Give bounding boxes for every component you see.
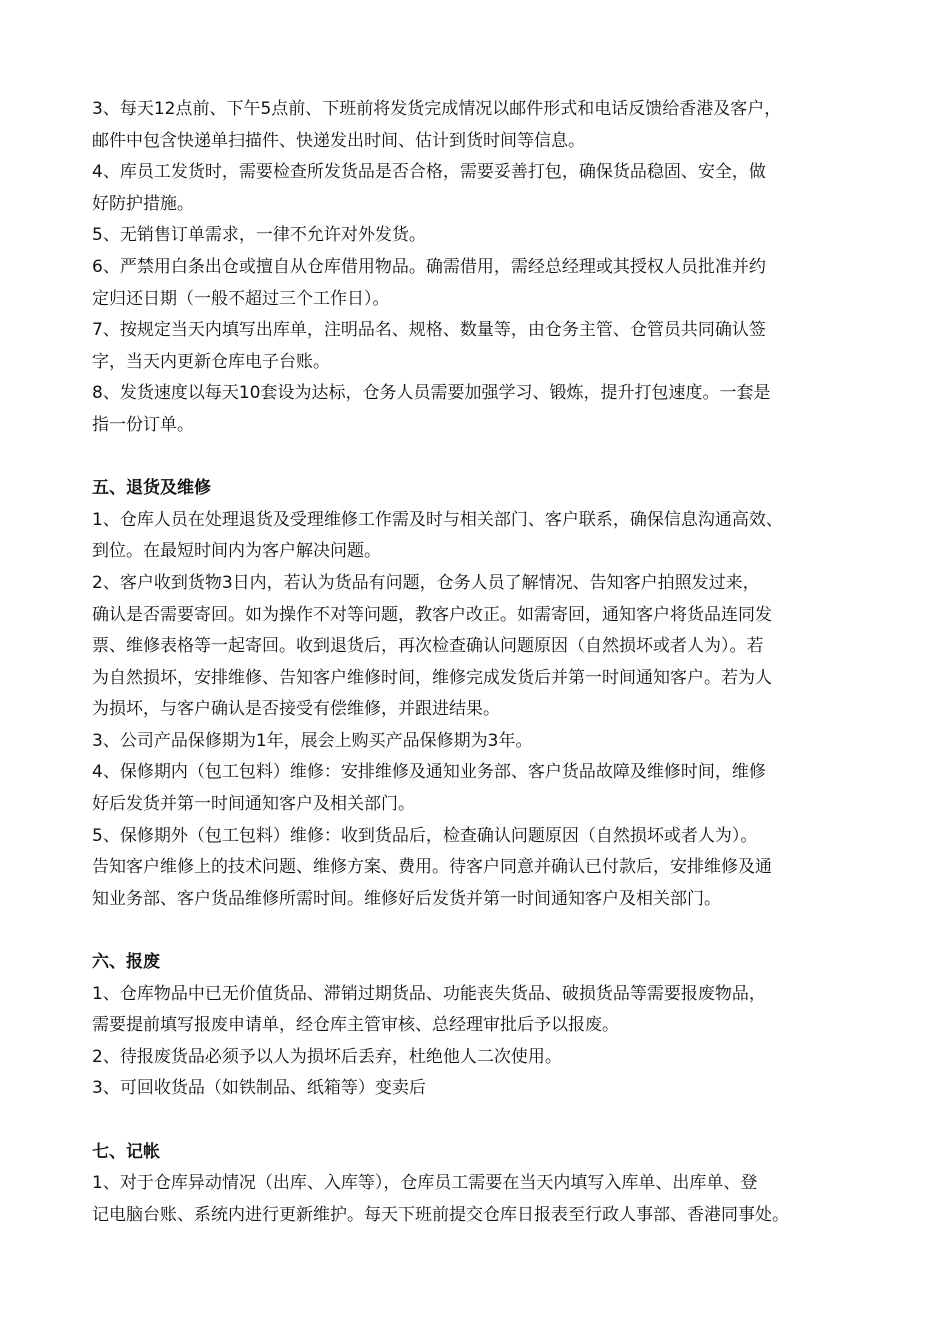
document-page: [92, 94, 872, 1231]
item-6-borrowing-rule: 6、严禁用白条出仓或擅自从仓库借用物品。确需借用，需经总经理或其授权人员批准并约 定归还日期（一般不超过三个工作日）。: [92, 256, 766, 309]
item-5-no-order-no-shipping: 5、无销售订单需求，一律不允许对外发货。: [92, 225, 426, 246]
section-heading-bookkeeping: 七、记帐: [92, 1141, 160, 1162]
spacer: [92, 442, 872, 474]
item-8-shipping-speed: 8、发货速度以每天10套设为达标，仓务人员需要加强学习、锻炼，提升打包速度。一套是 指一份订单。: [92, 383, 771, 435]
returns-item-5: 5、保修期外（包工包料）维修：收到货品后，检查确认问题原因（自然损坏或者人为）。 告知客户维修上的技术问题、维修方案、费用。待客户同意并确认已付款后，安排维修及通 知业务部、客户货品维修所需时间。维修好后发货并第一时间通知客户及相关部门。: [92, 825, 772, 909]
section-heading-scrap: 六、报废: [92, 952, 160, 973]
spacer: [92, 915, 872, 947]
scrap-item-1: 1、仓库物品中已无价值货品、滞销过期货品、功能丧失货品、破损货品等需要报废物品， 需要提前填写报废申请单，经仓库主管审核、总经理审批后予以报废。: [92, 983, 766, 1036]
scrap-item-2: 2、待报废货品必须予以人为损坏后丢弃，杜绝他人二次使用。: [92, 1046, 562, 1067]
returns-item-4: 4、保修期内（包工包料）维修：安排维修及通知业务部、客户货品故障及维修时间，维修 好后发货并第一时间通知客户及相关部门。: [92, 762, 766, 815]
section-heading-returns: 五、退货及维修: [92, 478, 211, 499]
item-3-daily-report: 3、每天12点前、下午5点前、下班前将发货完成情况以邮件形式和电话反馈给香港及客户， 邮件中包含快递单扫描件、快递发出时间、估计到货时间等信息。: [92, 99, 782, 151]
scrap-item-3: 3、可回收货品（如铁制品、纸箱等）变卖后: [92, 1078, 426, 1099]
item-7-outbound-form: 7、按规定当天内填写出库单，注明品名、规格、数量等，由仓务主管、仓管员共同确认签 字，当天内更新仓库电子台账。: [92, 320, 766, 372]
spacer: [92, 1105, 872, 1137]
returns-item-2: 2、客户收到货物3日内，若认为货品有问题，仓务人员了解情况、告知客户拍照发过来， 确认是否需要寄回。如为操作不对等问题，教客户改正。如需寄回，通知客户将货品连同发 票、维修表格等一起寄回。收到退货后，再次检查确认问题原因（自然损坏或者人为）。若 为自然损坏，安排维修、告知客户维修时间，维修完成发货后并第一时间通知客户。若为人 为损坏，与客户确认是否接受有偿维修，并跟进结果。: [92, 572, 772, 720]
bookkeeping-item-1: 1、对于仓库异动情况（出库、入库等），仓库员工需要在当天内填写入库单、出库单、登 记电脑台账、系统内进行更新维护。每天下班前提交仓库日报表至行政人事部、香港同事处。: [92, 1173, 789, 1225]
returns-item-1: 1、仓库人员在处理退货及受理维修工作需及时与相关部门、客户联系，确保信息沟通高效、 到位。在最短时间内为客户解决问题。: [92, 509, 783, 562]
returns-item-3: 3、公司产品保修期为1年，展会上购买产品保修期为3年。: [92, 730, 533, 751]
item-4-packing-check: 4、库员工发货时，需要检查所发货品是否合格，需要妥善打包，确保货品稳固、安全，做 好防护措施。: [92, 162, 766, 214]
